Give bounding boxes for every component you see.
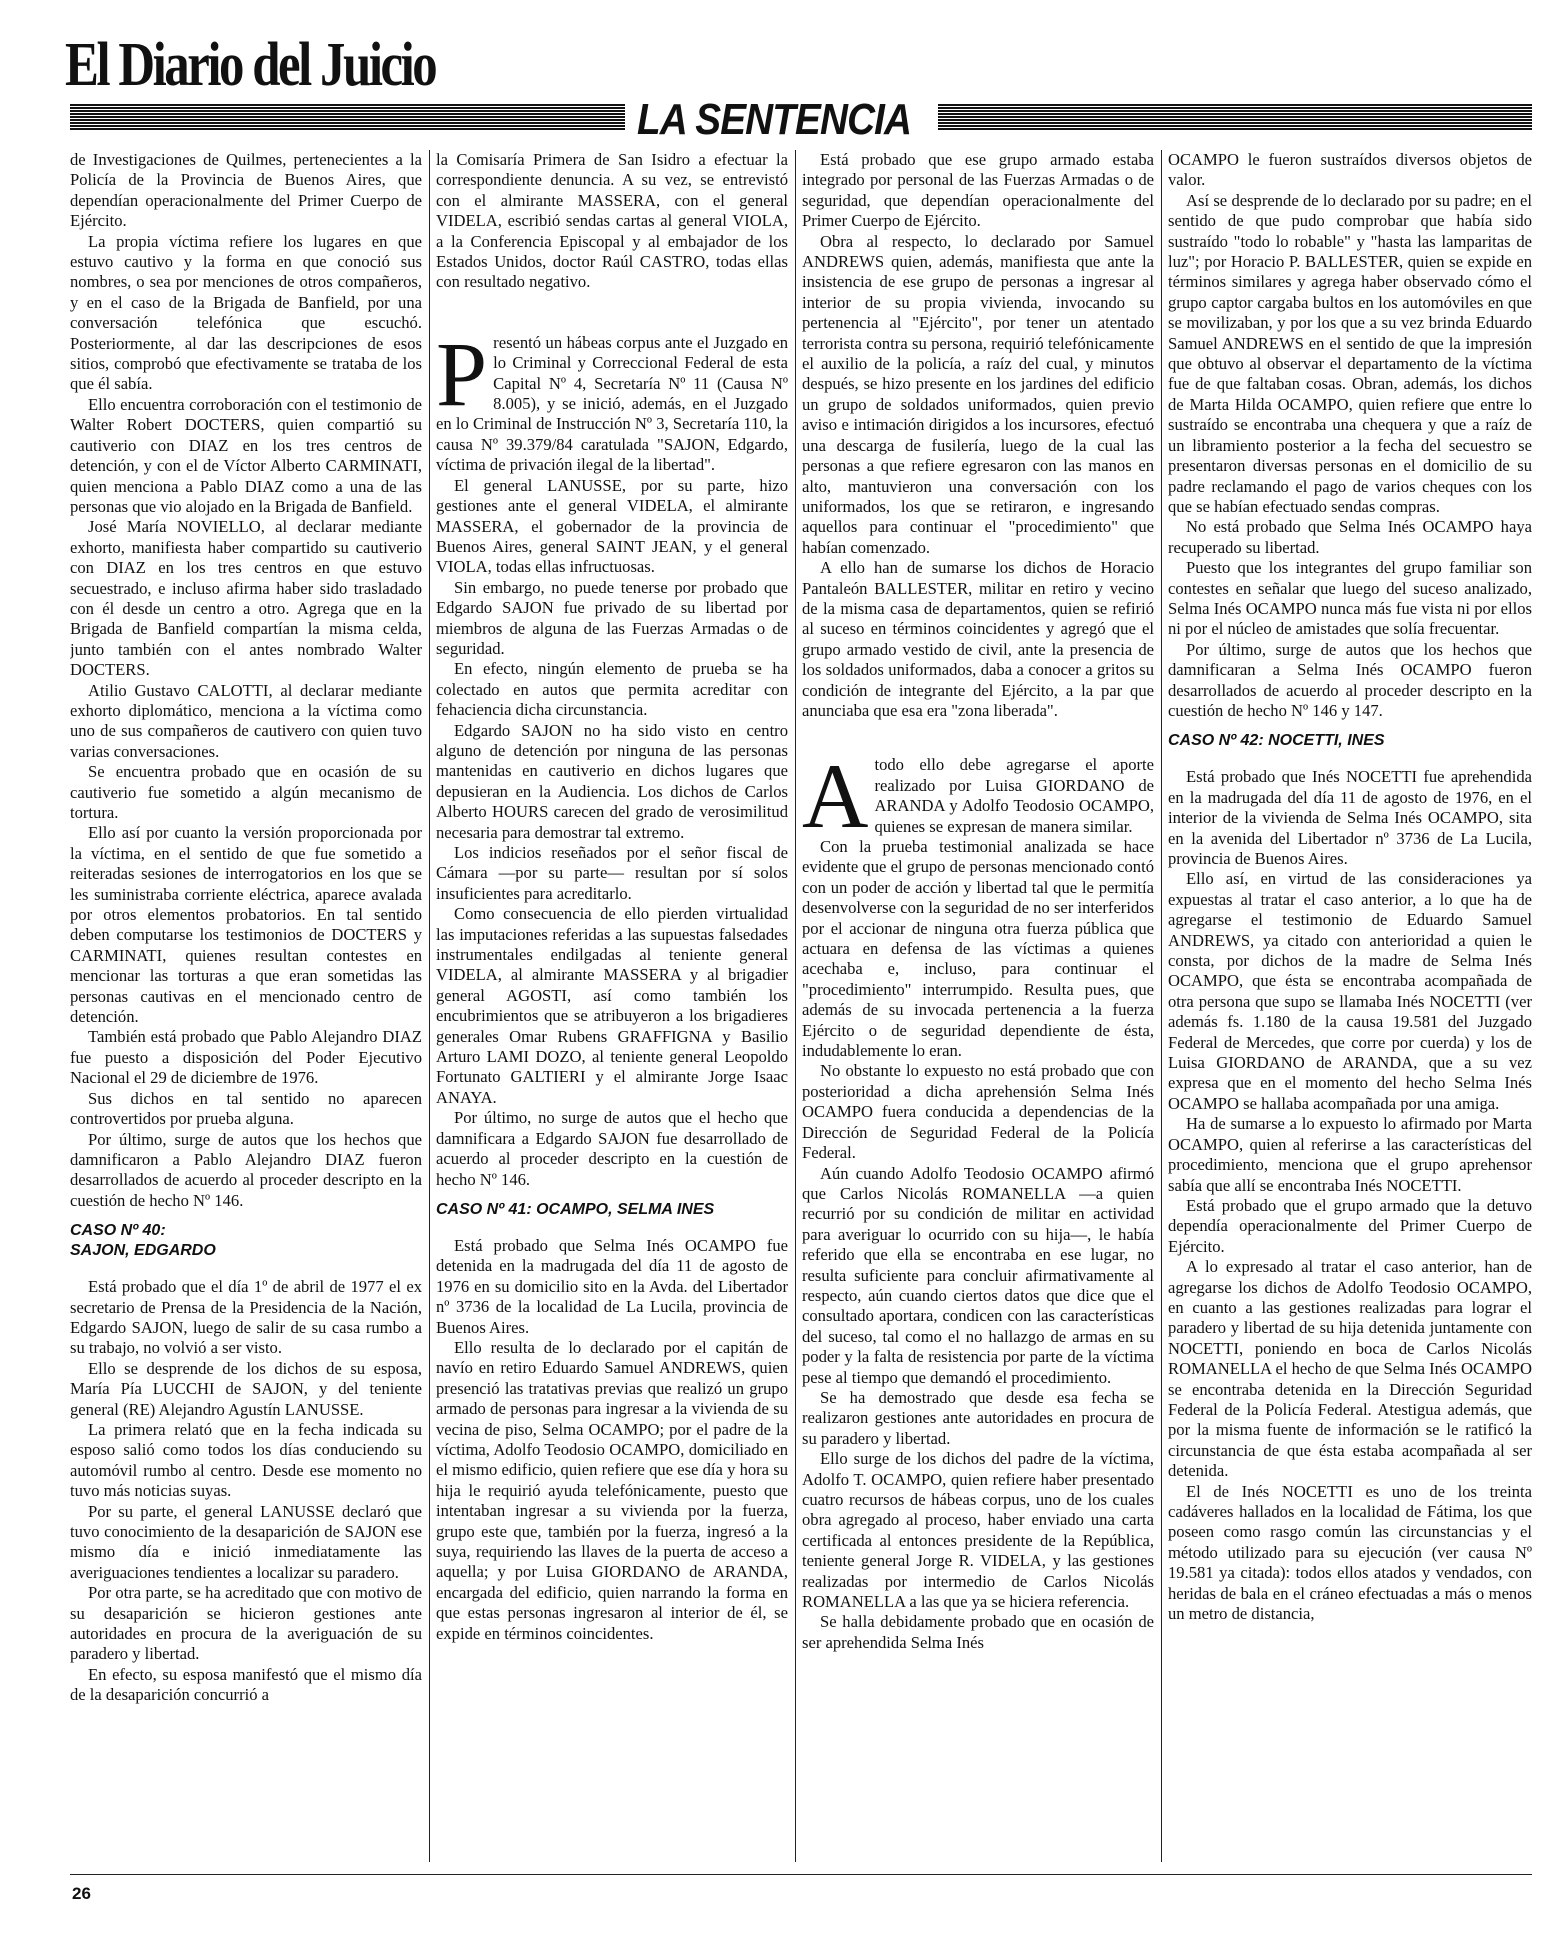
column-1 (70, 150, 422, 1868)
paragraph: Ello así por cuanto la versión proporcionada por la víctima, en el sentido de que fue sometido a reiteradas sesiones de interrogatorios en los que se les suministraba corriente eléctrica, aparece avalada por otros elementos probatorios. En tal sentido deben computarse los testimonios de DOCTERS y CARMINATI, quienes resultan contestes en mencionar las torturas a que eran sometidas las personas cautivas en el mencionado centro de detención. (70, 823, 422, 1027)
paragraph: Aún cuando Adolfo Teodosio OCAMPO afirmó que Carlos Nicolás ROMANELLA —a quien recurrió por su condición de militar en actividad para averiguar lo ocurrido con su hija—, le había referido que ella se encontraba en ese lugar, no resulta suficiente para concluir afirmativamente al respecto, aún cuando ciertos datos que dice que el consultado aportara, condicen con las características del suceso, tal como el no hallazgo de armas en su poder y la falta de resistencia por parte de la víctima pese al tiempo que demandó el procedimiento. (802, 1163, 1154, 1387)
paragraph: Por su parte, el general LANUSSE declaró que tuvo conocimiento de la desaparición de SAJON ese mismo día e inició inmediatamente las averiguaciones tendientes a localizar su paradero. (70, 1501, 422, 1582)
paragraph: Ello así, en virtud de las consideraciones ya expuestas al tratar el caso anterior, a lo que ha de agregarse el testimonio de Eduardo Samuel ANDREWS, ya citado con anterioridad a quien le consta, por dichos de la madre de Selma Inés OCAMPO, que ésta se encontraba acompañada de otra persona que supo se llamaba Inés NOCETTI (ver además fs. 1.180 de la causa 19.581 del Juzgado Federal de Mercedes, que corre por cuerda) y los de Luisa GIORDANO de ARANDA, que a su vez expresa que en el momento del hecho Selma Inés OCAMPO se hallaba acompañada por una amiga. (1168, 869, 1532, 1113)
section-title: LA SENTENCIA (637, 95, 912, 144)
paragraph: La propia víctima refiere los lugares en que estuvo cautivo y la forma en que conoció sus nombres, o sea por menciones de otros compañeros, y en el caso de la Brigada de Banfield, por una conversación telefónica que escuchó. Posteriormente, al dar las descripciones de esos sitios, comprobó que efectivamente se trataba de los que él sabía. (70, 231, 422, 394)
paragraph: Se ha demostrado que desde esa fecha se realizaron gestiones ante autoridades en procura de su paradero y libertad. (802, 1387, 1154, 1448)
column-divider (795, 150, 796, 1862)
dropcap-paragraph-text: resentó un hábeas corpus ante el Juzgado en lo Criminal y Correccional Federal de esta Capital Nº 4, Secretaría Nº 11 (Causa Nº 8.005), y se inició, además, en el Juzgado en lo Criminal de Instrucción Nº 3, Secretaría 110, la causa Nº 39.379/84 caratulada "SAJON, Edgardo, víctima de privación ilegal de la libertad". (436, 332, 788, 475)
paragraph: Está probado que Inés NOCETTI fue aprehendida en la madrugada del día 11 de agosto de 1976, en el interior de la vivienda de Selma Inés OCAMPO, sita en la avenida del Libertador nº 3736 de La Lucila, provincia de Buenos Aires. (1168, 767, 1532, 868)
paragraph: Está probado que el grupo armado que la detuvo dependía operacionalmente del Primer Cuerpo de Ejército. (1168, 1195, 1532, 1256)
paragraph: Ello surge de los dichos del padre de la víctima, Adolfo T. OCAMPO, quien refiere haber presentado cuatro recursos de hábeas corpus, uno de los cuales obra agregado al proceso, haber enviado una carta certificada al entonces presidente de la República, teniente general Jorge R. VIDELA, y las gestiones realizadas por intermedio de Carlos Nicolás ROMANELLA a las que ya se hiciera referencia. (802, 1449, 1154, 1612)
paragraph: Sus dichos en tal sentido no aparecen controvertidos por prueba alguna. (70, 1088, 422, 1129)
paragraph: Se halla debidamente probado que en ocasión de ser aprehendida Selma Inés (802, 1612, 1154, 1652)
paragraph: de Investigaciones de Quilmes, pertenecientes a la Policía de la Provincia de Buenos Aires, que dependían operacionalmente del Primer Cuerpo de Ejército. (70, 150, 422, 231)
paragraph: Ello se desprende de los dichos de su esposa, María Pía LUCCHI de SAJON, y del teniente general (RE) Alejandro Agustín LANUSSE. (70, 1358, 422, 1419)
case-heading: CASO Nº 42: NOCETTI, INES (1168, 732, 1385, 750)
column-2 (436, 150, 788, 1868)
column-4 (1168, 150, 1532, 1868)
paragraph: No obstante lo expuesto no está probado que con posterioridad a dicha aprehensión Selma Inés OCAMPO fuera conducida a dependencias de la Dirección de Seguridad Federal de la Policía Federal. (802, 1061, 1154, 1163)
paragraph: Por último, no surge de autos que el hecho que damnificara a Edgardo SAJON fue desarrollado de acuerdo al proceder descripto en la cuestión de hecho Nº 146. (436, 1108, 788, 1189)
column-divider (1161, 150, 1162, 1862)
paragraph: El de Inés NOCETTI es uno de los treinta cadáveres hallados en la localidad de Fátima, los que poseen como rasgo común las circunstancias y el método utilizado para su ejecución (ver causa Nº 19.581 ya citada): todos ellos atados y vendados, con heridas de bala en el cráneo efectuadas a más o menos un metro de distancia, (1168, 1481, 1532, 1624)
case-heading-number: CASO Nº 40: (70, 1222, 166, 1240)
paragraph: Está probado que ese grupo armado estaba integrado por personal de las Fuerzas Armadas o de seguridad, que dependían operacionalmente del Primer Cuerpo de Ejército. (802, 150, 1154, 231)
paragraph: Se encuentra probado que en ocasión de su cautiverio fue sometido a algún mecanismo de tortura. (70, 762, 422, 822)
paragraph: OCAMPO le fueron sustraídos diversos objetos de valor. (1168, 150, 1532, 190)
paragraph: También está probado que Pablo Alejandro DIAZ fue puesto a disposición del Poder Ejecutivo Nacional el 29 de diciembre de 1976. (70, 1027, 422, 1088)
paragraph: No está probado que Selma Inés OCAMPO haya recuperado su libertad. (1168, 517, 1532, 557)
paragraph: El general LANUSSE, por su parte, hizo gestiones ante el general VIDELA, el almirante MASSERA, el gobernador de la provincia de Buenos Aires, general SAINT JEAN, y el general VIOLA, todas ellas infructuosas. (436, 475, 788, 577)
banner-rule-left (70, 104, 625, 130)
paragraph-dropcap (436, 322, 788, 476)
paragraph: La primera relató que en la fecha indicada su esposo salió como todos los días conduciendo su automóvil rumbo al centro. Desde ese momento no tuvo más noticias suyas. (70, 1419, 422, 1501)
paragraph: Obra al respecto, lo declarado por Samuel ANDREWS quien, además, manifiesta que ante la insistencia de ese grupo de personas a ingresar al interior de su propia vivienda, invocando su pertenencia al "Ejército", por tener un atentado terrorista contra su persona, requirió telefónicamente el auxilio de la policía, a raíz del cual, y minutos después, se hizo presente en los jardines del edificio un grupo de soldados uniformados, quien previo aviso e intimación dirigidos a los incursores, efectuó una descarga de fusilería, luego de la cual las personas a que refiere egresaron con las manos en alto, mantuvieron una conversación con los uniformados, los que se retiraron, e ingresando aquellos para continuar el "procedimiento" que habían comenzado. (802, 231, 1154, 557)
section-banner (70, 95, 1532, 144)
column-divider (429, 150, 430, 1862)
paragraph: Con la prueba testimonial analizada se hace evidente que el grupo de personas mencionado contó con un poder de acción y libertad tal que le permitía desenvolverse con la seguridad de no ser interferidos por el accionar de ninguna otra fuerza pública que actuara en defensa de las víctimas a quienes acechaba e, incluso, para continuar el "procedimiento" interrumpido. Resulta pues, que además de su invocada pertenencia a la fuerza Ejército o de seguridad dependiente de ésta, indudablemente lo eran. (802, 837, 1154, 1061)
masthead-title: El Diario del Juicio (65, 31, 436, 99)
paragraph: Ello resulta de lo declarado por el capitán de navío en retiro Eduardo Samuel ANDREWS, quien presenció las tratativas previas que realizó un grupo armado de personas para ingresar a la vivienda de su vecina de piso, Selma OCAMPO; por el padre de la víctima, Adolfo Teodosio OCAMPO, domiciliado en el mismo edificio, quien refiere que ese día y hora su hija le requirió ayuda telefónicamente, puesto que intentaban ingresar a su vivienda por la fuerza, grupo este que, también por la fuerza, ingresó a la suya, requiriendo las llaves de la puerta de acceso a aquella; y por Luisa GIORDANO de ARANDA, encargada del edificio, quien narrando la forma en que estas personas ingresaron al interior de él, se expide en términos coincidentes. (436, 1337, 788, 1643)
paragraph: En efecto, su esposa manifestó que el mismo día de la desaparición concurrió a (70, 1664, 422, 1705)
banner-rule-right (938, 104, 1532, 130)
paragraph: Ha de sumarse a lo expuesto lo afirmado por Marta OCAMPO, quien al referirse a las características del procedimiento, menciona que el grupo aprehensor sabía que allí se encontraba Inés NOCETTI. (1168, 1114, 1532, 1195)
dropcap-paragraph-text: todo ello debe agregarse el aporte realizado por Luisa GIORDANO de ARANDA y Adolfo Teodosio OCAMPO, quienes se expresan de manera similar. (874, 755, 1154, 836)
paragraph: Está probado que Selma Inés OCAMPO fue detenida en la madrugada del día 11 de agosto de 1976 en su domicilio sito en la Avda. del Libertador nº 3736 de la localidad de La Lucila, provincia de Buenos Aires. (436, 1235, 788, 1337)
paragraph: A lo expresado al tratar el caso anterior, han de agregarse los dichos de Adolfo Teodosio OCAMPO, en cuanto a las gestiones realizadas para lograr el paradero y libertad de su hija detenida juntamente con NOCETTI, poniendo en boca de Carlos Nicolás ROMANELLA el hecho de que Selma Inés OCAMPO se encontraba detenida en la Dirección Seguridad Federal de la Policía Federal. Atestigua además, que por la misma fuente de información se le ratificó la circunstancia de que ésta estaba acompañada al ser detenida. (1168, 1257, 1532, 1481)
paragraph: Puesto que los integrantes del grupo familiar son contestes en señalar que luego del suceso analizado, Selma Inés OCAMPO nunca más fue vista ni por ellos ni por el núcleo de amistades que solía frecuentar. (1168, 558, 1532, 639)
spacer (436, 293, 788, 333)
drop-cap: P (436, 322, 488, 425)
case-heading (70, 1221, 422, 1261)
paragraph-dropcap (802, 745, 1154, 848)
paragraph: Ello encuentra corroboración con el testimonio de Walter Robert DOCTERS, quien compartió su cautiverio con DIAZ en los tres centros de detención, y con el de Víctor Alberto CARMINATI, quien menciona a Pablo DIAZ como a una de las personas que vio alojado en la Brigada de Banfield. (70, 394, 422, 516)
paragraph: En efecto, ningún elemento de prueba se ha colectado en autos que permita acreditar con fehaciencia dicha circunstancia. (436, 659, 788, 720)
paragraph: Sin embargo, no puede tenerse por probado que Edgardo SAJON fue privado de su libertad por miembros de alguna de las Fuerzas Armadas o de seguridad. (436, 577, 788, 658)
column-3 (802, 150, 1154, 1868)
article-body (70, 150, 1532, 1868)
case-heading-name: SAJON, EDGARDO (70, 1242, 216, 1260)
paragraph: Edgardo SAJON no ha sido visto en centro alguno de detención por ninguna de las personas mantenidas en cautiverio en dichos lugares que depusieran en la Audiencia. Los dichos de Carlos Alberto HOURS carecen del grado de verosimilitud necesaria para demostrar tal extremo. (436, 720, 788, 842)
case-heading: CASO Nº 41: OCAMPO, SELMA INES (436, 1200, 715, 1218)
paragraph: Así se desprende de lo declarado por su padre; en el sentido de que pudo comprobar que había sido sustraído "todo lo robable" y "hasta las lamparitas de luz"; por Horacio P. BALLESTER, quien se expide en términos similares y agrega haber observado cómo el grupo captor cargaba bultos en los automóviles en que se movilizaban, y por los que a su vez brinda Eduardo Samuel ANDREWS en el sentido de que la impresión que obtuvo al observar el departamento de la víctima fue de que faltaban cosas. Obran, además, los dichos de Marta Hilda OCAMPO, quien refiere que entre lo sustraído se encontraba una chequera y que a raíz de un libramiento posterior a la fecha del secuestro se presentaron diversas personas en el domicilio de su padre reclamando el pago de varios cheques con los que se habían efectuado sendas compras. (1168, 190, 1532, 516)
paragraph: Como consecuencia de ello pierden virtualidad las imputaciones referidas a las supuestas falsedades instrumentales endilgadas al teniente general VIDELA, al almirante MASSERA y al brigadier general AGOSTI, así como también los encubrimientos que se atribuyeron a los brigadieres generales Omar Rubens GRAFFIGNA y Basilio Arturo LAMI DOZO, al teniente general Leopoldo Fortunato GALTIERI y el almirante Jorge Isaac ANAYA. (436, 904, 788, 1107)
paragraph: Por último, surge de autos que los hechos que damnificaron a Pablo Alejandro DIAZ fueron desarrollados de acuerdo al proceder descripto en la cuestión de hecho Nº 146. (70, 1129, 422, 1210)
drop-cap: A (802, 745, 869, 848)
paragraph: Los indicios reseñados por el señor fiscal de Cámara —por su parte— resultan por sí solos insuficientes para acreditarlo. (436, 843, 788, 903)
paragraph: Atilio Gustavo CALOTTI, al declarar mediante exhorto diplomático, menciona a la víctima como uno de sus compañeros de cautivero con quien tuvo varias conversaciones. (70, 680, 422, 761)
paragraph: José María NOVIELLO, al declarar mediante exhorto, manifiesta haber compartido su cautiverio con DIAZ en los tres centros en que estuvo secuestrado, e incluso afirma haber sido trasladado con él desde un centro a otro. Agrega que en la Brigada de Banfield compartían la misma celda, junto también con el antes nombrado Walter DOCTERS. (70, 517, 422, 680)
paragraph: Por otra parte, se ha acreditado que con motivo de su desaparición se hicieron gestiones ante autoridades en procura de la averiguación de su paradero y libertad. (70, 1583, 422, 1664)
paragraph: A ello han de sumarse los dichos de Horacio Pantaleón BALLESTER, militar en retiro y vecino de la misma casa de departamentos, quien se refirió al suceso en términos coincidentes y agregó que el grupo armado vestido de civil, ante la presencia de los soldados uniformados, daba a conocer a gritos su condición de integrante del Ejército, a la par que anunciaba que esa era "zona liberada". (802, 558, 1154, 720)
paragraph: Está probado que el día 1º de abril de 1977 el ex secretario de Prensa de la Presidencia de la Nación, Edgardo SAJON, luego de salir de su casa rumbo a su trabajo, no volvió a ser visto. (70, 1277, 422, 1358)
page-number: 26 (72, 1884, 91, 1903)
paragraph: la Comisaría Primera de San Isidro a efectuar la correspondiente denuncia. A su vez, se entrevistó con el almirante MASSERA, con el general VIDELA, escribió sendas cartas al general VIOLA, a la Conferencia Episcopal y al embajador de los Estados Unidos, doctor Raúl CASTRO, todas ellas con resultado negativo. (436, 150, 788, 292)
footer-rule (70, 1874, 1532, 1875)
paragraph: Por último, surge de autos que los hechos que damnificaran a Selma Inés OCAMPO fueron desarrollados de acuerdo al proceder descripto en la cuestión de hecho Nº 146 y 147. (1168, 639, 1532, 720)
